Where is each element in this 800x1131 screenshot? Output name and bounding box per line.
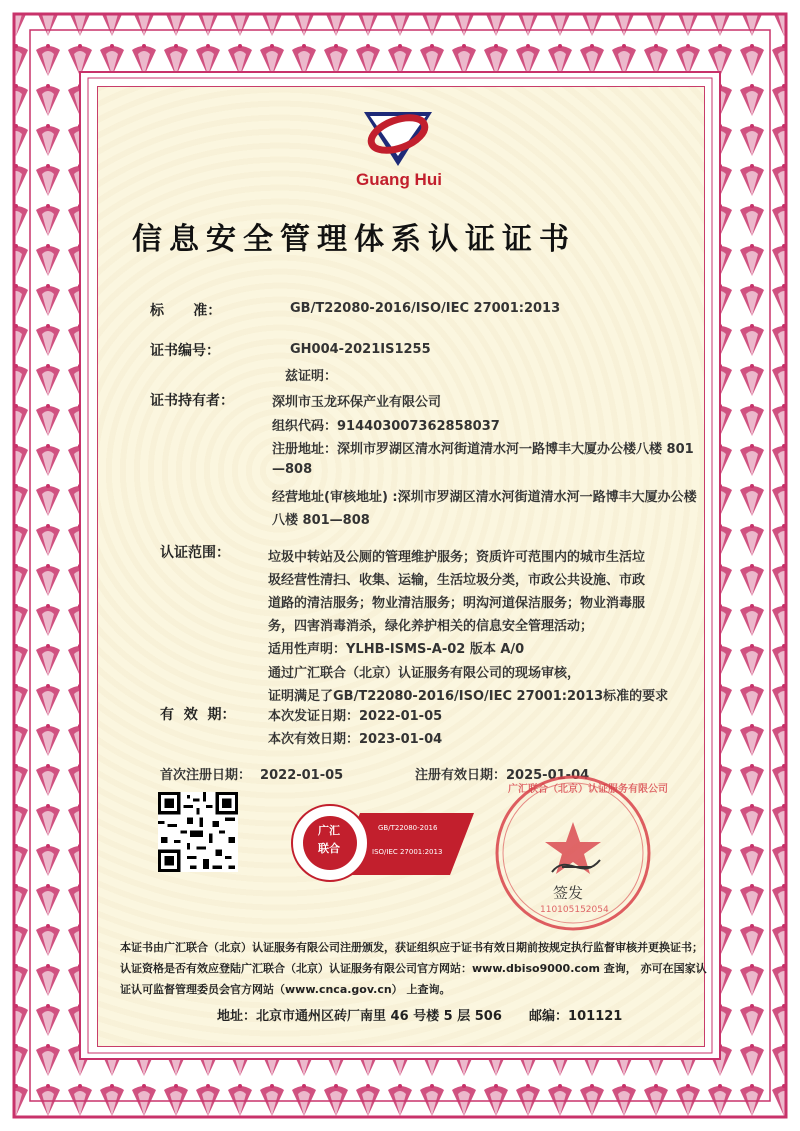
mark-text-2: 联合 (318, 842, 340, 855)
validity-label: 有 效 期： (160, 707, 236, 723)
reg-address-line2: —808 (272, 462, 313, 477)
certificate-title: 信息安全管理体系认证证书 (132, 222, 576, 257)
op-address-line2: 八楼 801—808 (272, 513, 370, 528)
cert-no-value: GH004-2021IS1255 (290, 342, 431, 357)
org-code: 组织代码：914403007362858037 (272, 419, 500, 434)
certify-text: 兹证明： (285, 369, 338, 384)
footer-line-2: 认证资格是否有效应登陆广汇联合（北京）认证服务有限公司官方网站：www.dbiso9000.com 查询， 亦可在国家认 (120, 962, 707, 975)
reg-address-line1: 注册地址：深圳市罗湖区清水河街道清水河一路博丰大厦办公楼八楼 801 (272, 442, 694, 457)
registration-valid-date: 注册有效日期：2025-01-04 (415, 768, 590, 783)
first-registration-date: 首次注册日期： 2022-01-05 (160, 768, 344, 783)
sign-label: 签发 (553, 884, 584, 902)
scope-label: 认证范围： (160, 545, 230, 561)
qr-code-icon (158, 792, 238, 872)
guanghui-logo-icon (360, 104, 436, 168)
scope-line: 道路的清洁服务；物业清洁服务；明沟河道保洁服务；物业消毒服 (268, 596, 646, 611)
expire-date: 本次有效日期：2023-01-04 (268, 732, 443, 747)
mark-standard-2: ISO/IEC 27001:2013 (372, 848, 443, 856)
logo-name: Guang Hui (356, 170, 442, 189)
scope-line: 通过广汇联合（北京）认证服务有限公司的现场审核， (268, 666, 581, 681)
scope-line: 证明满足了GB/T22080-2016/ISO/IEC 27001:2013标准的要求 (268, 689, 669, 704)
op-address-line1: 经营地址(审核地址) :深圳市罗湖区清水河街道清水河一路博丰大厦办公楼 (272, 490, 697, 505)
footer-line-1: 本证书由广汇联合（北京）认证服务有限公司注册颁发，获证组织应于证书有效日期前按规定执行监督审核并更换证书； (120, 941, 703, 954)
holder-label: 证书持有者： (150, 393, 234, 409)
scope-line: 圾经营性清扫、收集、运输，生活垃圾分类，市政公共设施、市政 (268, 573, 646, 588)
mark-standard-1: GB/T22080-2016 (378, 824, 438, 832)
seal-number: 110105152054 (540, 905, 609, 915)
standard-label: 标 准： (150, 303, 222, 319)
footer-line-3: 证认可监督管理委员会官方网站（www.cnca.gov.cn） 上查询。 (120, 983, 451, 996)
issue-date: 本次发证日期：2022-01-05 (268, 709, 443, 724)
footer-address: 地址：北京市通州区砖厂南里 46 号楼 5 层 506 邮编：101121 (217, 1009, 623, 1024)
scope-line: 务，四害消毒消杀，绿化养护相关的信息安全管理活动； (268, 619, 594, 634)
scope-line: 垃圾中转站及公厕的管理维护服务；资质许可范围内的城市生活垃 (268, 550, 646, 565)
cert-no-label: 证书编号： (150, 343, 220, 359)
scope-line: 适用性声明：YLHB-ISMS-A-02 版本 A/0 (268, 642, 525, 657)
standard-value: GB/T22080-2016/ISO/IEC 27001:2013 (290, 301, 561, 316)
holder-name: 深圳市玉龙环保产业有限公司 (272, 395, 442, 410)
mark-text-1: 广汇 (318, 824, 340, 837)
seal-ring-text: 广汇联合（北京）认证服务有限公司 (508, 784, 668, 795)
